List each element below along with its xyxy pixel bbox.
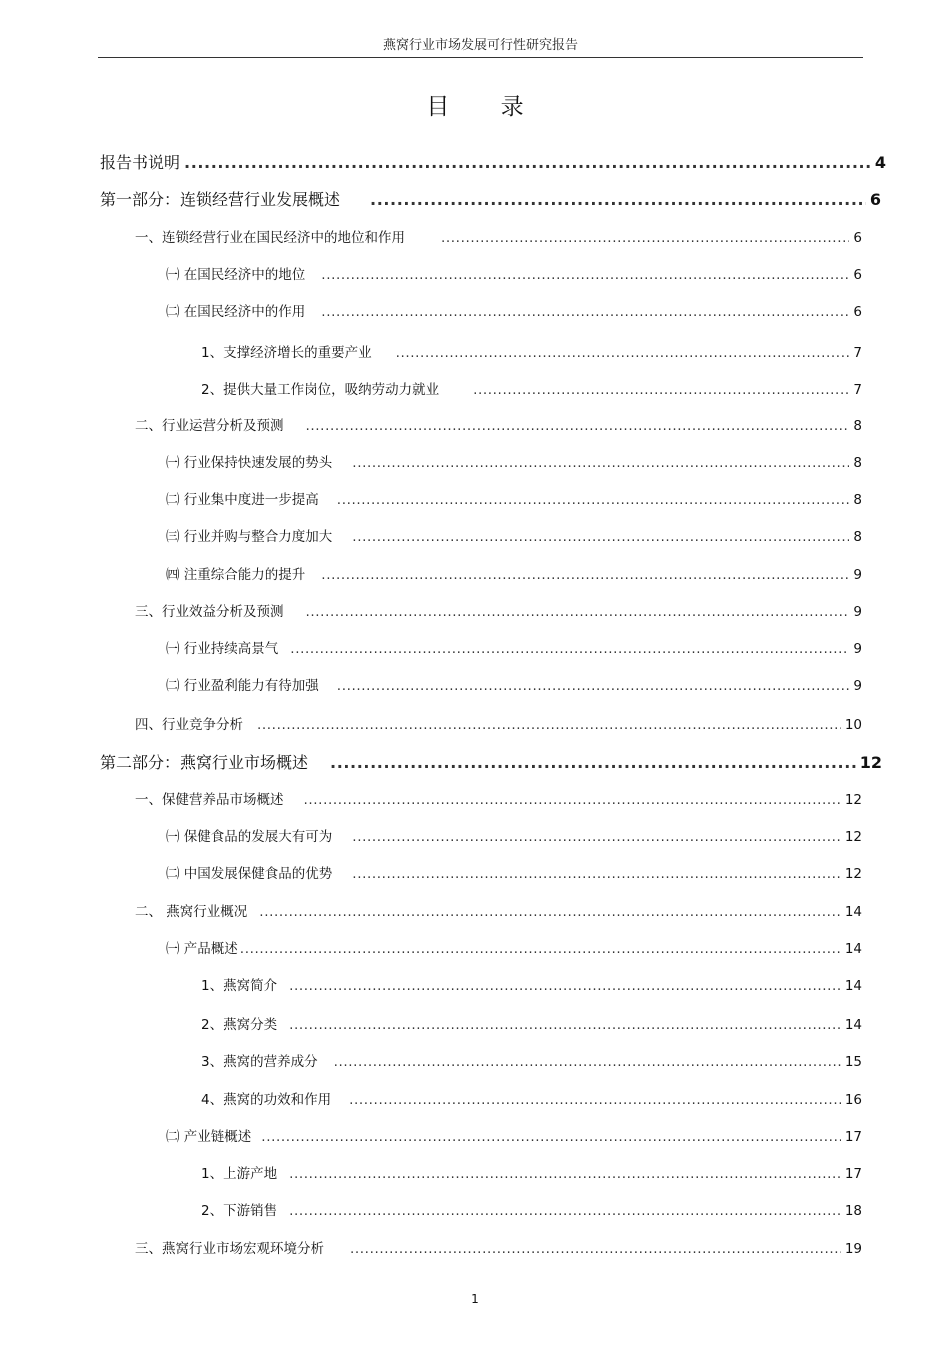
toc-entry-label: 一、保健营养品市场概述 xyxy=(135,792,284,808)
dot-leader xyxy=(352,866,841,882)
dot-leader xyxy=(289,1166,841,1182)
toc-entry-page: 8 xyxy=(853,455,862,471)
running-header: 燕窝行业市场发展可行性研究报告 xyxy=(382,38,578,53)
toc-entry-label: ㈢ 行业并购与整合力度加大 xyxy=(166,529,333,545)
toc-entry-label: 第二部分：燕窝行业市场概述 xyxy=(100,753,309,772)
toc-entry-label: ㈡ 产业链概述 xyxy=(166,1129,252,1145)
dot-leader xyxy=(441,230,849,246)
toc-entry[interactable] xyxy=(135,900,862,920)
toc-entry-label: 2、燕窝分类 xyxy=(201,1017,278,1033)
toc-entry-label: 4、燕窝的功效和作用 xyxy=(201,1092,332,1108)
toc-entry-page: 9 xyxy=(853,604,862,620)
toc-entry-page: 14 xyxy=(844,1017,862,1033)
toc-entry-page: 16 xyxy=(844,1092,862,1108)
toc-entry-page: 7 xyxy=(853,382,862,398)
toc-entry-page: 15 xyxy=(844,1054,862,1070)
dot-leader xyxy=(306,418,850,434)
toc-entry-page: 14 xyxy=(844,941,862,957)
dot-leader xyxy=(321,304,849,320)
toc-entry[interactable] xyxy=(166,825,862,845)
dot-leader xyxy=(352,529,849,545)
toc-entry-label: 二、 燕窝行业概况 xyxy=(135,904,248,920)
dot-leader xyxy=(334,1054,841,1070)
toc-entry-label: ㈠ 产品概述 xyxy=(166,941,238,957)
toc-entry[interactable] xyxy=(201,378,862,398)
toc-entry-label: ㈣ 注重综合能力的提升 xyxy=(166,567,306,583)
toc-entry-label: ㈡ 行业集中度进一步提高 xyxy=(166,492,319,508)
toc-entry-page: 6 xyxy=(853,230,862,246)
dot-leader xyxy=(330,753,856,772)
toc-entry-page: 9 xyxy=(853,641,862,657)
toc-entry-page: 14 xyxy=(844,978,862,994)
toc-entry-page: 17 xyxy=(844,1166,862,1182)
toc-entry-label: 2、提供大量工作岗位，吸纳劳动力就业 xyxy=(201,382,440,398)
toc-entry-label: 3、燕窝的营养成分 xyxy=(201,1054,318,1070)
toc-entry-label: 1、上游产地 xyxy=(201,1166,278,1182)
toc-entry-label: ㈠ 在国民经济中的地位 xyxy=(166,267,306,283)
toc-entry-label: ㈠ 行业持续高景气 xyxy=(166,641,279,657)
toc-entry-page: 12 xyxy=(844,829,862,845)
toc-entry[interactable] xyxy=(201,1013,862,1033)
toc-entry[interactable] xyxy=(166,674,862,694)
toc-entry[interactable] xyxy=(135,226,862,246)
toc-entry[interactable] xyxy=(135,713,862,733)
toc-entry-page: 18 xyxy=(844,1203,862,1219)
toc-entry[interactable] xyxy=(201,1199,862,1219)
toc-entry-page: 19 xyxy=(844,1241,862,1257)
toc-entry-label: ㈡ 中国发展保健食品的优势 xyxy=(166,866,333,882)
dot-leader xyxy=(289,1203,841,1219)
toc-entry[interactable] xyxy=(201,974,862,994)
dot-leader xyxy=(350,1241,841,1257)
page-number: 1 xyxy=(471,1292,479,1306)
toc-entry-page: 14 xyxy=(844,904,862,920)
toc-entry[interactable] xyxy=(166,937,862,957)
toc-entry[interactable] xyxy=(135,788,862,808)
toc-entry-label: ㈡ 行业盈利能力有待加强 xyxy=(166,678,319,694)
toc-entry[interactable] xyxy=(100,187,881,210)
dot-leader xyxy=(240,941,841,957)
toc-entry-label: ㈡ 在国民经济中的作用 xyxy=(166,304,306,320)
toc-entry-page: 8 xyxy=(853,418,862,434)
dot-leader xyxy=(290,641,849,657)
toc-entry[interactable] xyxy=(201,1162,862,1182)
toc-entry-label: 1、支撑经济增长的重要产业 xyxy=(201,345,372,361)
dot-leader xyxy=(184,153,871,172)
toc-entry-page: 6 xyxy=(853,267,862,283)
toc-entry[interactable] xyxy=(100,150,886,173)
dot-leader xyxy=(473,382,849,398)
dot-leader xyxy=(261,1129,841,1145)
toc-entry[interactable] xyxy=(166,488,862,508)
dot-leader xyxy=(352,455,849,471)
dot-leader xyxy=(352,829,841,845)
toc-entry-label: 1、燕窝简介 xyxy=(201,978,278,994)
toc-entry-label: 第一部分：连锁经营行业发展概述 xyxy=(100,190,341,209)
dot-leader xyxy=(289,1017,841,1033)
toc-entry[interactable] xyxy=(166,1125,862,1145)
toc-entry[interactable] xyxy=(166,862,862,882)
toc-entry[interactable] xyxy=(135,414,862,434)
toc-entry-page: 12 xyxy=(859,753,882,772)
dot-leader xyxy=(304,792,841,808)
toc-entry-label: 报告书说明 xyxy=(100,153,181,172)
toc-entry-page: 17 xyxy=(844,1129,862,1145)
toc-entry-page: 12 xyxy=(844,866,862,882)
dot-leader xyxy=(259,904,841,920)
toc-entry-label: ㈠ 保健食品的发展大有可为 xyxy=(166,829,333,845)
toc-entry-page: 6 xyxy=(869,190,881,209)
toc-entry-page: 8 xyxy=(853,529,862,545)
toc-entry-page: 9 xyxy=(853,567,862,583)
toc-entry[interactable] xyxy=(201,1050,862,1070)
toc-entry[interactable] xyxy=(166,525,862,545)
dot-leader xyxy=(337,492,850,508)
toc-entry[interactable] xyxy=(166,637,862,657)
toc-title: 目 录 xyxy=(426,94,546,120)
toc-entry[interactable] xyxy=(135,1237,862,1257)
toc-entry-label: 三、行业效益分析及预测 xyxy=(135,604,284,620)
toc-entry[interactable] xyxy=(201,1088,862,1108)
dot-leader xyxy=(370,190,866,209)
toc-entry[interactable] xyxy=(166,300,862,320)
toc-entry[interactable] xyxy=(201,341,862,361)
toc-entry-label: ㈠ 行业保持快速发展的势头 xyxy=(166,455,333,471)
toc-entry-label: 四、行业竞争分析 xyxy=(135,717,243,733)
dot-leader xyxy=(396,345,850,361)
dot-leader xyxy=(337,678,850,694)
dot-leader xyxy=(306,604,850,620)
dot-leader xyxy=(321,267,849,283)
toc-entry-page: 10 xyxy=(844,717,862,733)
dot-leader xyxy=(289,978,841,994)
toc-entry-page: 4 xyxy=(874,153,886,172)
toc-entry-label: 二、行业运营分析及预测 xyxy=(135,418,284,434)
dot-leader xyxy=(349,1092,841,1108)
toc-entry-label: 一、连锁经营行业在国民经济中的地位和作用 xyxy=(135,230,405,246)
toc-entry-page: 6 xyxy=(853,304,862,320)
toc-entry[interactable] xyxy=(135,600,862,620)
toc-entry[interactable] xyxy=(166,563,862,583)
toc-entry-page: 8 xyxy=(853,492,862,508)
toc-entry-page: 7 xyxy=(853,345,862,361)
dot-leader xyxy=(257,717,841,733)
toc-entry[interactable] xyxy=(166,451,862,471)
toc-entry[interactable] xyxy=(100,750,882,773)
toc-entry-page: 9 xyxy=(853,678,862,694)
toc-entry-label: 三、燕窝行业市场宏观环境分析 xyxy=(135,1241,324,1257)
toc-entry[interactable] xyxy=(166,263,862,283)
dot-leader xyxy=(321,567,849,583)
toc-entry-page: 12 xyxy=(844,792,862,808)
toc-entry-label: 2、下游销售 xyxy=(201,1203,278,1219)
